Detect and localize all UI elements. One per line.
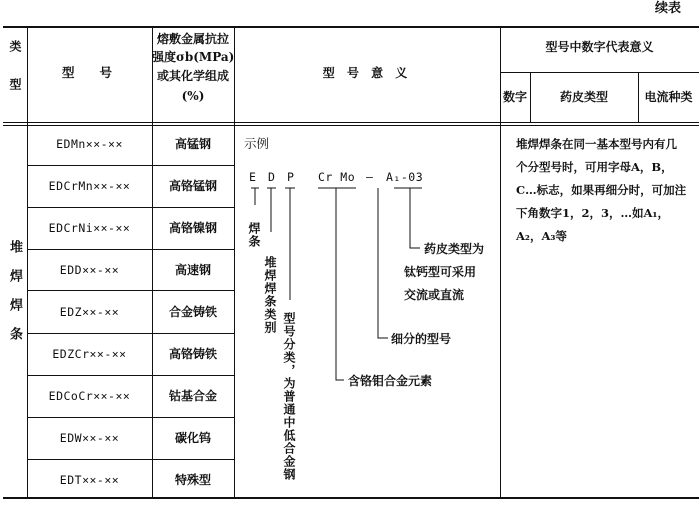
header-sub-current: 电流种类 (644, 90, 693, 104)
composition-cell: 高锰钢 (174, 137, 211, 151)
example-part-dash: — (366, 170, 374, 184)
annot-a1: 细分的型号 (391, 332, 452, 346)
connector-p (285, 188, 295, 300)
header-strength-2: 强度σb(MPa) (152, 50, 235, 64)
composition-cell: 高速钢 (174, 263, 211, 277)
annot-d: 堆焊焊条类别 (263, 256, 277, 334)
header-digits: 型号中数字代表意义 (545, 40, 654, 54)
header-strength-4: (%) (181, 89, 205, 103)
model-cell: EDCrMn××-×× (48, 179, 131, 193)
annot-p: 型号分类，为普通中低合金钢 (282, 312, 296, 481)
model-cell: EDD××-×× (59, 263, 120, 277)
example-part-crmo: Cr Mo (318, 170, 356, 184)
model-cell: EDW××-×× (59, 431, 120, 445)
header-strength-3: 或其化学组成 (156, 69, 229, 83)
example-part-a1: A₁-03 (386, 170, 424, 184)
annot-crmo: 含铬钼合金元素 (348, 374, 433, 388)
example-part-e: E (249, 170, 257, 184)
model-cell: EDMn××-×× (56, 137, 123, 151)
composition-cell: 钴基合金 (168, 389, 217, 403)
category-label: 堆焊焊条 (7, 240, 22, 356)
header-model: 型 号 (62, 65, 113, 80)
composition-cell: 特殊型 (174, 473, 211, 487)
composition-cell: 合金铸铁 (168, 305, 217, 319)
model-cell: EDZCr××-×× (52, 347, 127, 361)
header-meaning: 型 号 意 义 (322, 66, 412, 80)
connector-e (251, 188, 259, 205)
model-cell: EDZ××-×× (59, 305, 120, 319)
header-strength-1: 熔敷金属抗拉 (156, 32, 229, 46)
composition-cell: 碳化钨 (174, 431, 211, 445)
model-cell: EDCoCr××-×× (48, 389, 131, 403)
annot-03-line3: 交流或直流 (404, 288, 465, 302)
example-label: 示例 (244, 136, 270, 151)
connector-crmo (318, 188, 356, 380)
header-sub-digit: 数字 (502, 90, 527, 104)
composition-cell: 高铬锰钢 (168, 179, 217, 193)
connector-a1 (378, 188, 388, 338)
digits-note: 堆焊焊条在同一基本型号内有几个分型号时，可用字母A，B，C…标志，如果再细分时，可加注下角数字1，2，3，…如A₁，A₂，A₃等 (516, 137, 687, 243)
annot-e: 焊条 (247, 222, 261, 248)
annot-03-line2: 钛钙型可采用 (404, 265, 477, 279)
header-type: 类型 (8, 40, 22, 116)
connector-d (267, 188, 276, 232)
example-part-d: D (268, 170, 276, 184)
annot-03-line1: 药皮类型为 (424, 242, 485, 256)
continued-label: 续表 (655, 1, 682, 16)
model-cell: EDT××-×× (59, 473, 120, 487)
model-cell: EDCrNi××-×× (48, 221, 131, 235)
composition-cell: 高铬镍钢 (168, 221, 217, 235)
header-sub-coating: 药皮类型 (559, 90, 608, 104)
composition-cell: 高铬铸铁 (168, 347, 217, 361)
connector-03 (394, 188, 422, 248)
example-part-p: P (287, 170, 295, 184)
